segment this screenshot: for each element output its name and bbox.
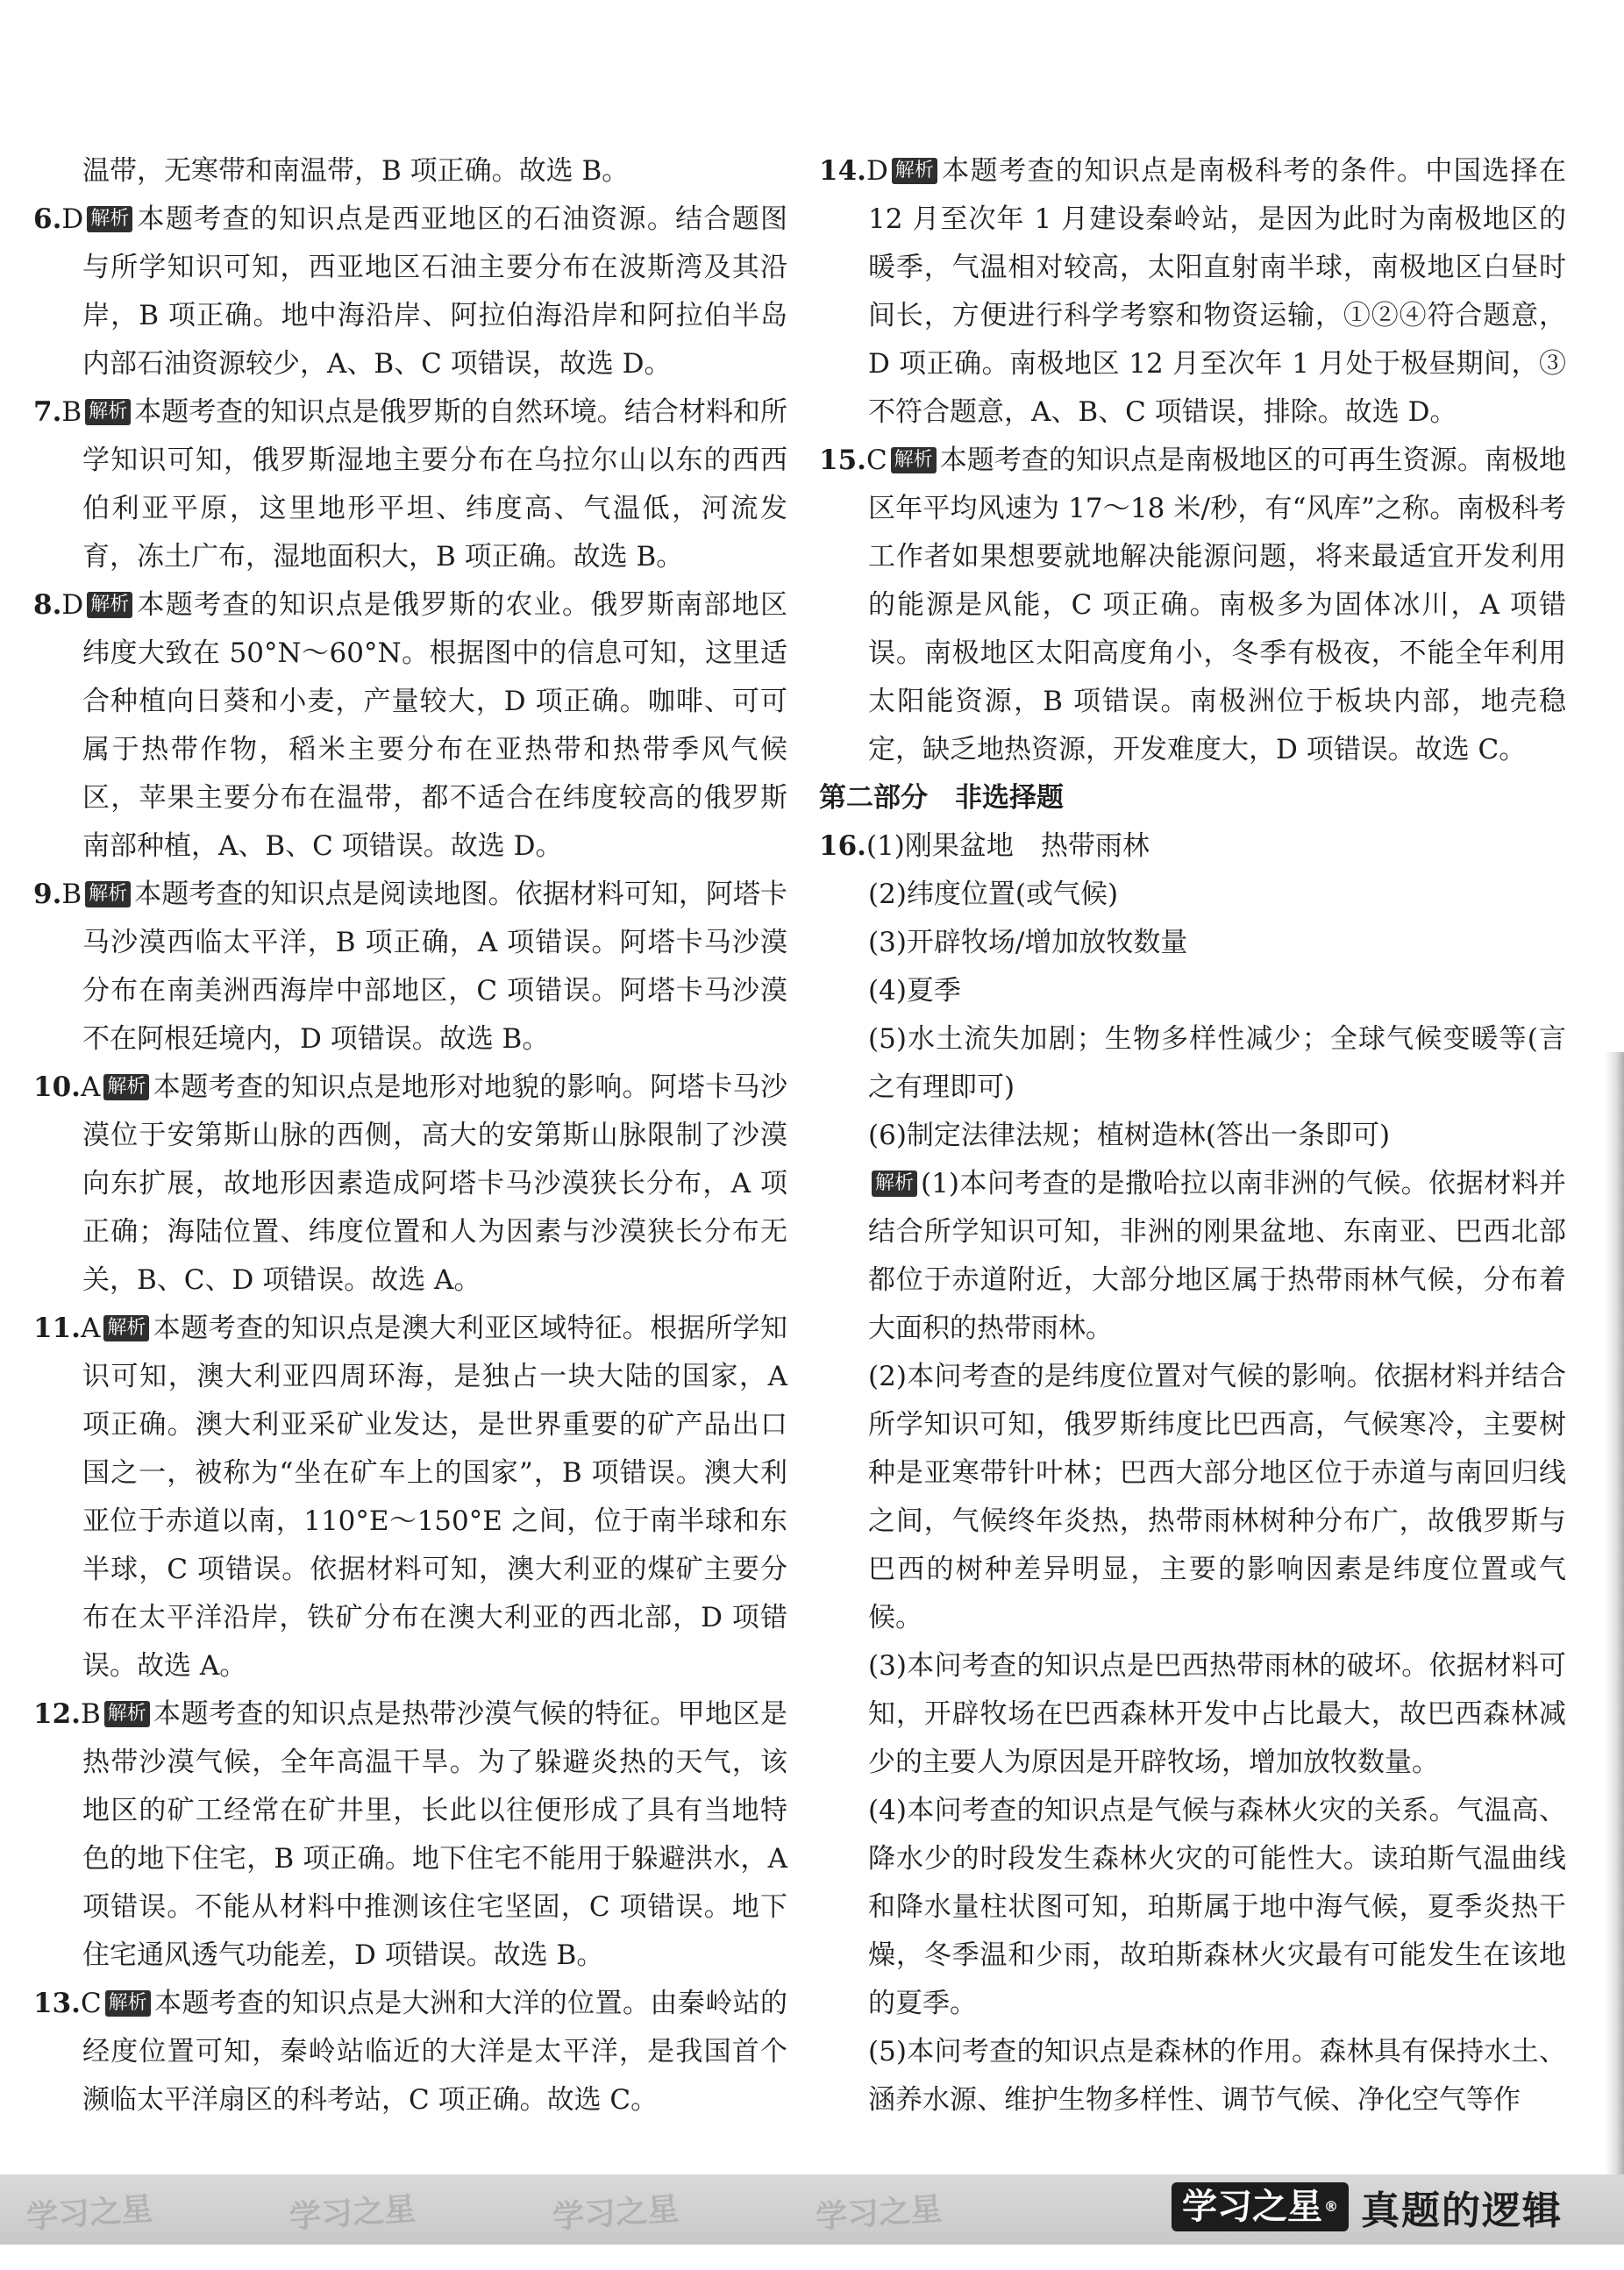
answer-item-16 <box>819 822 1566 871</box>
answer-letter: B <box>80 1698 101 1730</box>
analysis-tag: 解析 <box>104 1701 150 1727</box>
explanation-part-1 <box>819 1160 1566 1353</box>
answer-item-14 <box>819 147 1566 437</box>
analysis-text: 本题考查的知识点是俄罗斯的自然环境。结合材料和所学知识可知，俄罗斯湿地主要分布在乌拉尔山以东的西西伯利亚平原，这里地形平坦、纬度高、气温低，河流发育，冻土广布，湿地面积大，B 项正确。故选 B。 <box>82 396 787 573</box>
answer-letter: D <box>61 589 84 621</box>
analysis-tag: 解析 <box>87 592 132 618</box>
item-number: 8. <box>33 589 62 621</box>
item-number: 6. <box>33 203 62 235</box>
analysis-tag: 解析 <box>872 1171 917 1197</box>
answer-letter: B <box>61 396 82 428</box>
explanation-part-3: (3)本问考查的知识点是巴西热带雨林的破坏。依据材料可知，开辟牧场在巴西森林开发中占比最大，故巴西森林减少的主要人为原因是开辟牧场，增加放牧数量。 <box>868 1650 1566 1778</box>
answer-letter: A <box>80 1313 101 1344</box>
answer-letter: D <box>61 203 84 235</box>
analysis-tag: 解析 <box>892 158 937 184</box>
section-title: 第二部分 非选择题 <box>819 782 1064 814</box>
item-number: 7. <box>33 396 62 428</box>
explanation-part-2: (2)本问考查的是纬度位置对气候的影响。依据材料并结合所学知识可知，俄罗斯纬度比巴西高，气候寒冷，主要树种是亚寒带针叶林；巴西大部分地区位于赤道与南回归线之间，气候终年炎热，热带雨林树种分布广，故俄罗斯与巴西的树种差异明显，主要的影响因素是纬度位置或气候。 <box>868 1361 1566 1633</box>
answer-item-15 <box>819 437 1566 774</box>
analysis-text: 本题考查的知识点是澳大利亚区域特征。根据所学知识可知，澳大利亚四周环海，是独占一块大陆的国家，A 项正确。澳大利亚采矿业发达，是世界重要的矿产品出口国之一，被称为“坐在矿车上的国家”，B 项错误。澳大利亚位于赤道以南，110°E～150°E 之间，位于南半球和东半球，C 项错误。依据材料可知，澳大利亚的煤矿主要分布在太平洋沿岸，铁矿分布在澳大利亚的西北部，D 项错误。故选 A。 <box>82 1313 787 1682</box>
answer-item-10 <box>33 1064 787 1305</box>
answer-part-2: (2)纬度位置(或气候) <box>868 879 1119 910</box>
answer-part-6: (6)制定法律法规；植树造林(答出一条即可) <box>868 1120 1391 1151</box>
answer-part-4: (4)夏季 <box>868 975 961 1007</box>
answer-letter: C <box>80 1988 102 2019</box>
analysis-text: 本题考查的知识点是南极地区的可再生资源。南极地区年平均风速为 17～18 米/秒，有“风库”之称。南极科考工作者如果想要就地解决能源问题，将来最适宜开发利用的能源是风能，C 项正确。南极多为固体冰川，A 项错误。南极地区太阳高度角小，冬季有极夜，不能全年利用太阳能资源，B 项错误。南极洲位于板块内部，地壳稳定，缺乏地热资源，开发难度大，D 项错误。故选 C。 <box>868 445 1566 765</box>
analysis-text: 本题考查的知识点是阅读地图。依据材料可知，阿塔卡马沙漠西临太平洋，B 项正确，A 项错误。阿塔卡马沙漠分布在南美洲西海岸中部地区，C 项错误。阿塔卡马沙漠不在阿根廷境内，D 项错误。故选 B。 <box>82 879 787 1055</box>
item-number: 9. <box>33 879 62 910</box>
brand-name: 学习之星 <box>1182 2187 1322 2227</box>
analysis-text: 本题考查的知识点是地形对地貌的影响。阿塔卡马沙漠位于安第斯山脉的西侧，高大的安第斯山脉限制了沙漠向东扩展，故地形因素造成阿塔卡马沙漠狭长分布，A 项正确；海陆位置、纬度位置和人为因素与沙漠狭长分布无关，B、C、D 项错误。故选 A。 <box>82 1071 787 1296</box>
answer-part-3: (3)开辟牧场/增加放牧数量 <box>868 927 1188 958</box>
footer-watermark: 学习之星 <box>551 2191 680 2236</box>
answer-item-6 <box>33 196 787 388</box>
answer-item-9 <box>33 871 787 1064</box>
item-number: 10. <box>33 1071 81 1103</box>
analysis-tag: 解析 <box>103 1315 149 1341</box>
answer-item-8 <box>33 581 787 871</box>
page-edge-shadow <box>1605 1052 1624 2192</box>
analysis-tag: 解析 <box>85 881 131 907</box>
analysis-tag: 解析 <box>105 1990 151 2017</box>
item-number: 13. <box>33 1988 81 2019</box>
registered-mark: ® <box>1324 2198 1338 2215</box>
analysis-text: 本题考查的知识点是俄罗斯的农业。俄罗斯南部地区纬度大致在 50°N～60°N。根据图中的信息可知，这里适合种植向日葵和小麦，产量较大，D 项正确。咖啡、可可属于热带作物，稻米主要分布在亚热带和热带季风气候区，苹果主要分布在温带，都不适合在纬度较高的俄罗斯南部种植，A、B、C 项错误。故选 D。 <box>82 589 787 862</box>
answer-item-11 <box>33 1305 787 1690</box>
answer-letter: A <box>80 1071 101 1103</box>
answer-part-1: (1)刚果盆地 热带雨林 <box>865 830 1150 862</box>
item-number: 14. <box>819 155 866 187</box>
footer-brand <box>1172 2176 1563 2238</box>
answer-letter: B <box>61 879 82 910</box>
analysis-text: 本题考查的知识点是南极科考的条件。中国选择在 12 月至次年 1 月建设秦岭站，是因为此时为南极地区的暖季，气温相对较高，太阳直射南半球，南极地区白昼时间长，方便进行科学考察和物资运输，①②④符合题意，D 项正确。南极地区 12 月至次年 1 月处于极昼期间，③不符合题意，A、B、C 项错误，排除。故选 D。 <box>868 155 1566 428</box>
item-number: 16. <box>819 830 866 862</box>
right-column <box>819 147 1566 2124</box>
analysis-tag: 解析 <box>87 206 132 232</box>
answer-item-7 <box>33 388 787 581</box>
analysis-text: 本题考查的知识点是西亚地区的石油资源。结合题图与所学知识可知，西亚地区石油主要分布在波斯湾及其沿岸，B 项正确。地中海沿岸、阿拉伯海沿岸和阿拉伯半岛内部石油资源较少，A、B、C 项错误，故选 D。 <box>82 203 787 380</box>
item-number: 15. <box>819 445 866 476</box>
paragraph-continuation: 温带，无寒带和南温带，B 项正确。故选 B。 <box>82 155 630 187</box>
explanation-part-5: (5)本问考查的知识点是森林的作用。森林具有保持水土、涵养水源、维护生物多样性、调节气候、净化空气等作 <box>868 2036 1566 2116</box>
footer-watermark: 学习之星 <box>288 2191 417 2236</box>
item-number: 12. <box>33 1698 81 1730</box>
answer-letter: D <box>865 155 888 187</box>
brand-logo <box>1172 2182 1349 2231</box>
analysis-text: (1)本问考查的是撒哈拉以南非洲的气候。依据材料并结合所学知识可知，非洲的刚果盆地、东南亚、巴西北部都位于赤道附近，大部分地区属于热带雨林气候，分布着大面积的热带雨林。 <box>868 1168 1566 1344</box>
left-column <box>33 147 787 2124</box>
footer-watermark: 学习之星 <box>814 2191 944 2236</box>
answer-item-12 <box>33 1690 787 1980</box>
analysis-tag: 解析 <box>103 1074 149 1100</box>
answer-item-13 <box>33 1980 787 2124</box>
analysis-text: 本题考查的知识点是大洲和大洋的位置。由秦岭站的经度位置可知，秦岭站临近的大洋是太平洋，是我国首个濒临太平洋扇区的科考站，C 项正确。故选 C。 <box>82 1988 787 2116</box>
analysis-tag: 解析 <box>891 447 937 473</box>
answer-letter: C <box>865 445 887 476</box>
answer-part-5: (5)水土流失加剧；生物多样性减少；全球气候变暖等(言之有理即可) <box>868 1023 1566 1103</box>
footer-watermark: 学习之星 <box>25 2191 154 2236</box>
brand-slogan: 真题的逻辑 <box>1361 2188 1563 2233</box>
item-number: 11. <box>33 1313 81 1344</box>
explanation-part-4: (4)本问考查的知识点是气候与森林火灾的关系。气温高、降水少的时段发生森林火灾的可能性大。读珀斯气温曲线和降水量柱状图可知，珀斯属于地中海气候，夏季炎热干燥，冬季温和少雨，故珀斯森林火灾最有可能发生在该地的夏季。 <box>868 1795 1566 2019</box>
analysis-text: 本题考查的知识点是热带沙漠气候的特征。甲地区是热带沙漠气候，全年高温干旱。为了躲避炎热的天气，该地区的矿工经常在矿井里，长此以往便形成了具有当地特色的地下住宅，B 项正确。地下住宅不能用于躲避洪水，A 项错误。不能从材料中推测该住宅坚固，C 项错误。地下住宅通风透气功能差，D 项错误。故选 B。 <box>82 1698 787 1971</box>
analysis-tag: 解析 <box>85 399 131 425</box>
